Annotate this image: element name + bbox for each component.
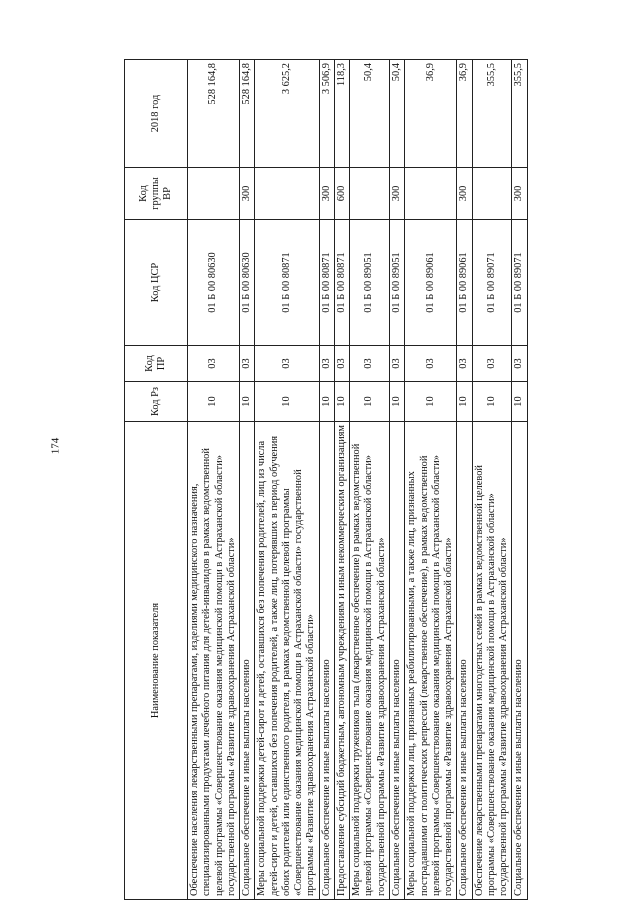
cell-vr: 300 (240, 168, 255, 220)
cell-csr: 01 Б 00 80871 (319, 220, 334, 346)
table-row (334, 60, 349, 900)
cell-name: Обеспечение лекарственными препаратами многодетных семей в рамках ведомственной целевой программы «Совершенствование оказания медицинской помощи в Астраханской области» государственной программы «Развитие здравоохранения Астраханской области» (472, 422, 512, 900)
cell-name: Социальное обеспечение и иные выплаты населению (457, 422, 472, 900)
cell-rz: 10 (334, 382, 349, 422)
cell-pr: 03 (319, 346, 334, 382)
cell-csr: 01 Б 00 89051 (350, 220, 390, 346)
table-row (389, 60, 404, 900)
cell-vr: 300 (389, 168, 404, 220)
cell-year: 36,9 (405, 60, 457, 168)
cell-pr: 03 (389, 346, 404, 382)
cell-vr (255, 168, 319, 220)
table-row (319, 60, 334, 900)
cell-year: 528 164,8 (188, 60, 240, 168)
table-row (405, 60, 457, 900)
header-name: Наименование показателя (125, 422, 188, 900)
cell-name: Меры социальной поддержки детей-сирот и детей, оставшихся без попечения родителей, лиц из числа детей-сирот и детей, оставшихся без попечения родителей, а также лиц, потерявших в период обучения обоих родителей или единственного родителя, в рамках ведомственной целевой программы «Совершенствование оказания медицинской помощи в Астраханской области» государственной программы «Развитие здравоохранения Астраханской области» (255, 422, 319, 900)
budget-table (124, 59, 528, 900)
cell-vr: 600 (334, 168, 349, 220)
cell-name: Меры социальной поддержки тружеников тыла (лекарственное обеспечение) в рамках ведомственной целевой программы «Совершенствование оказания медицинской помощи в Астраханской области» государственной программы «Развитие здравоохранения Астраханской области» (350, 422, 390, 900)
cell-csr: 01 Б 00 89061 (457, 220, 472, 346)
header-pr: Код ПР (125, 346, 188, 382)
cell-name: Социальное обеспечение и иные выплаты населению (319, 422, 334, 900)
cell-rz: 10 (319, 382, 334, 422)
cell-vr (472, 168, 512, 220)
cell-year: 355,5 (512, 60, 527, 168)
cell-vr: 300 (457, 168, 472, 220)
cell-rz: 10 (350, 382, 390, 422)
table-header-row (125, 60, 188, 900)
header-rz: Код Рз (125, 382, 188, 422)
cell-name: Меры социальной поддержки лиц, признанных реабилитированными, а также лиц, признанных пострадавшими от политических репрессий (лекарственное обеспечение), в рамках ведомственной целевой программы «Совершенствование оказания медицинской помощи в Астраханской области» государственной программы «Развитие здравоохранения Астраханской области» (405, 422, 457, 900)
table-row (457, 60, 472, 900)
cell-pr: 03 (405, 346, 457, 382)
cell-csr: 01 Б 00 80630 (240, 220, 255, 346)
cell-csr: 01 Б 00 80871 (255, 220, 319, 346)
table-row (255, 60, 319, 900)
cell-pr: 03 (457, 346, 472, 382)
cell-rz: 10 (240, 382, 255, 422)
header-year: 2018 год (125, 60, 188, 168)
cell-rz: 10 (472, 382, 512, 422)
cell-pr: 03 (188, 346, 240, 382)
cell-vr (350, 168, 390, 220)
cell-rz: 10 (389, 382, 404, 422)
cell-csr: 01 Б 00 89071 (472, 220, 512, 346)
table-row (472, 60, 512, 900)
cell-pr: 03 (472, 346, 512, 382)
table-wrapper (124, 60, 528, 900)
cell-year: 3 625,2 (255, 60, 319, 168)
cell-rz: 10 (255, 382, 319, 422)
table-row (240, 60, 255, 900)
cell-name: Социальное обеспечение и иные выплаты населению (240, 422, 255, 900)
cell-vr (405, 168, 457, 220)
table-row (512, 60, 527, 900)
table-row (350, 60, 390, 900)
cell-pr: 03 (334, 346, 349, 382)
cell-name: Социальное обеспечение и иные выплаты населению (389, 422, 404, 900)
cell-name: Социальное обеспечение и иные выплаты населению (512, 422, 527, 900)
page-number: 174 (49, 437, 62, 455)
cell-year: 36,9 (457, 60, 472, 168)
cell-year: 118,3 (334, 60, 349, 168)
cell-name: Предоставление субсидий бюджетным, автономным учреждениям и иным некоммерческим организациям (334, 422, 349, 900)
cell-pr: 03 (255, 346, 319, 382)
header-vr: Код группы ВР (125, 168, 188, 220)
cell-vr (188, 168, 240, 220)
cell-csr: 01 Б 00 80630 (188, 220, 240, 346)
cell-csr: 01 Б 00 89071 (512, 220, 527, 346)
cell-name: Обеспечение населения лекарственными препаратами, изделиями медицинского назначения, специализированными продуктами лечебного питания для детей-инвалидов в рамках ведомственной целевой программы «Совершенствование оказания медицинской помощи в Астраханской области» государственной программы «Развитие здравоохранения Астраханской области» (188, 422, 240, 900)
cell-vr: 300 (512, 168, 527, 220)
cell-year: 3 506,9 (319, 60, 334, 168)
cell-pr: 03 (512, 346, 527, 382)
table-row (188, 60, 240, 900)
cell-pr: 03 (240, 346, 255, 382)
cell-pr: 03 (350, 346, 390, 382)
cell-rz: 10 (405, 382, 457, 422)
cell-csr: 01 Б 00 80871 (334, 220, 349, 346)
cell-csr: 01 Б 00 89051 (389, 220, 404, 346)
cell-year: 355,5 (472, 60, 512, 168)
cell-year: 50,4 (350, 60, 390, 168)
cell-csr: 01 Б 00 89061 (405, 220, 457, 346)
cell-rz: 10 (512, 382, 527, 422)
cell-rz: 10 (457, 382, 472, 422)
cell-vr: 300 (319, 168, 334, 220)
cell-year: 528 164,8 (240, 60, 255, 168)
header-csr: Код ЦСР (125, 220, 188, 346)
cell-rz: 10 (188, 382, 240, 422)
cell-year: 50,4 (389, 60, 404, 168)
